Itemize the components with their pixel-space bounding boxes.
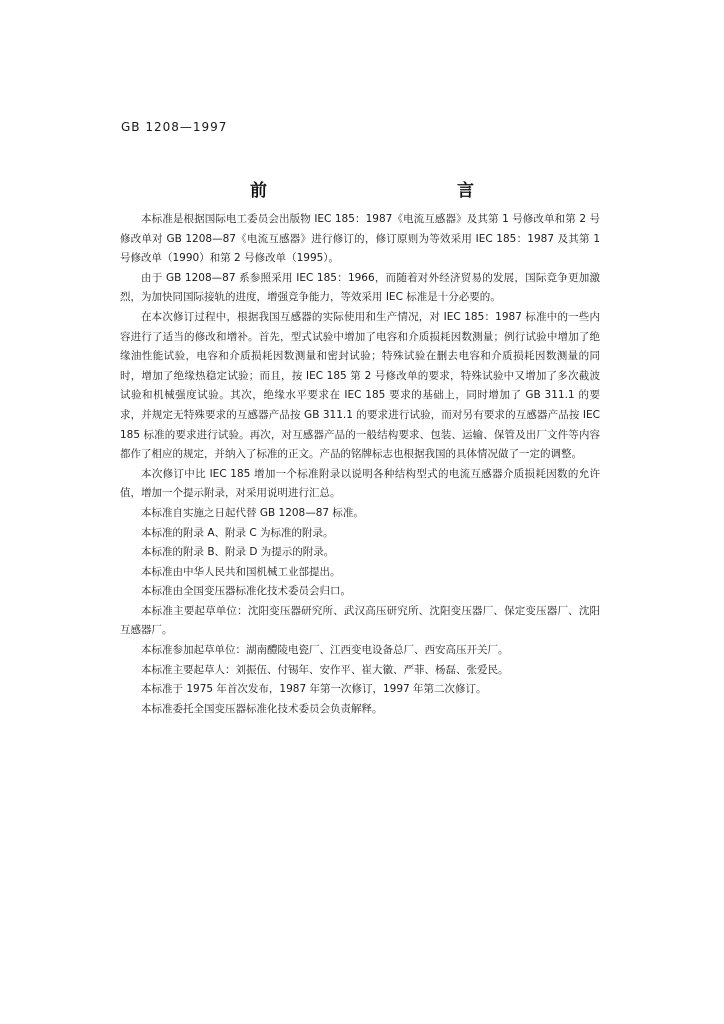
paragraph: 本标准主要起草单位：沈阳变压器研究所、武汉高压研究所、沈阳变压器厂、保定变压器厂、沈阳互感器厂。 [120, 604, 600, 637]
paragraph: 本标准参加起草单位：湖南醴陵电瓷厂、江西变电设备总厂、西安高压开关厂。 [141, 644, 509, 657]
paragraph: 由于 GB 1208—87 系参照采用 IEC 185：1966，而随着对外经济贸易的发展，国际竞争更加激烈，为加快同国际接轨的进度，增强竞争能力，等效采用 IEC 标准是十分必要的。 [120, 271, 600, 304]
paragraph: 在本次修订过程中，根据我国互感器的实际使用和生产情况，对 IEC 185：1987 标准中的一些内容进行了适当的修改和增补。首先，型式试验中增加了电容和介质损耗因数测量；例行试验中增加了绝缘油性能试验，电容和介质损耗因数测量和密封试验；特殊试验在删去电容和介质损耗因数测量的同时，增加了绝缘热稳定试验；而且，按 IEC 185 第 2 号修改单的要求，特殊试验中又增加了多次截波试验和机械强度试验。其次，绝缘水平要求在 IEC 185 要求的基础上，同时增加了 GB 311.1 的要求，并规定无特殊要求的互感器产品按 GB 311.1 的要求进行试验，而对另有要求的互感器产品按 IEC 185 标准的要求进行试验。再次，对互感器产品的一般结构要求、包装、运输、保管及出厂文件等内容都作了相应的规定，并纳入了标准的正文。产品的铭牌标志也根据我国的具体情况做了一定的调整。 [120, 310, 600, 461]
paragraph: 本标准由中华人民共和国机械工业部提出。 [141, 565, 341, 578]
paragraph: 本标准是根据国际电工委员会出版物 IEC 185：1987《电流互感器》及其第 1 号修改单和第 2 号修改单对 GB 1208—87《电流互感器》进行修订的，修订原则为等效采用 IEC 185：1987 及其第 1 号修改单（1990）和第 2 号修改单（1995）。 [120, 213, 600, 265]
paragraph: 本标准主要起草人：刘振伍、付锡年、安作平、崔大徽、严菲、杨磊、张爱民。 [141, 663, 509, 676]
document-code: GB 1208—1997 [121, 120, 228, 134]
paragraph: 本次修订中比 IEC 185 增加一个标准附录以说明各种结构型式的电流互感器介质损耗因数的允许值，增加一个提示附录，对采用说明进行汇总。 [120, 467, 600, 500]
foreword-body [120, 210, 600, 719]
paragraph: 本标准的附录 A、附录 C 为标准的附录。 [141, 526, 334, 539]
paragraph: 本标准于 1975 年首次发布，1987 年第一次修订，1997 年第二次修订。 [141, 683, 487, 696]
paragraph: 本标准委托全国变压器标准化技术委员会负责解释。 [141, 702, 383, 715]
paragraph: 本标准的附录 B、附录 D 为提示的附录。 [141, 546, 335, 559]
page-title: 前 言 [250, 181, 526, 201]
paragraph: 本标准自实施之日起代替 GB 1208—87 标准。 [141, 506, 364, 519]
paragraph: 本标准由全国变压器标准化技术委员会归口。 [141, 585, 351, 598]
